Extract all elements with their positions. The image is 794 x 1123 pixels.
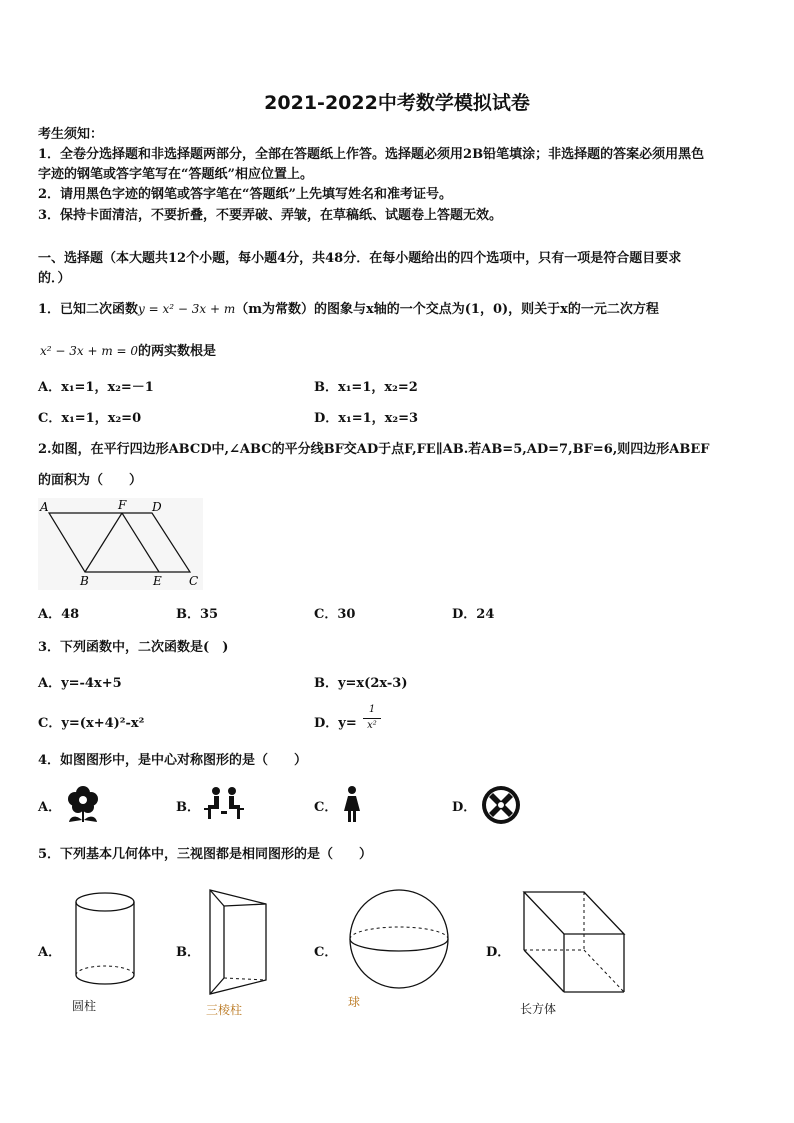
q2-stem: 2.如图，在平行四边形ABCD中,∠ABC的平分线BF交AD于点F,FE∥AB.若AB=5,AD=7,BF=6,则四边形ABEF: [38, 442, 710, 457]
label-e: E: [153, 574, 162, 588]
woman-icon[interactable]: [342, 785, 362, 823]
notice-line: 2．请用黑色字迹的钢笔或答字笔在“答题纸”上先填写姓名和准考证号。: [38, 187, 453, 202]
q5-option-b[interactable]: B．: [176, 945, 200, 960]
q1-stem-line2: [40, 340, 216, 359]
q2-option-c[interactable]: C．30: [314, 607, 356, 622]
q5-option-d[interactable]: D．: [486, 945, 511, 960]
label-c: C: [189, 574, 199, 588]
q2-parallelogram-figure: [38, 498, 203, 590]
q5-caption-cuboid: 长方体: [520, 1002, 557, 1016]
notice-line: 3．保持卡面清洁，不要折叠，不要弄破、弄皱，在草稿纸、试题卷上答题无效。: [38, 208, 503, 223]
q3-stem: 3．下列函数中，二次函数是( ): [38, 640, 229, 655]
q4-option-a[interactable]: A．: [38, 800, 62, 815]
q4-stem: 4．如图图形中，是中心对称图形的是（ ）: [38, 753, 308, 768]
page-title: 2021-2022中考数学模拟试卷: [264, 92, 530, 114]
q5-caption-prism: 三棱柱: [206, 1003, 243, 1017]
q4-option-c[interactable]: C．: [314, 800, 338, 815]
q4-option-d[interactable]: D．: [452, 800, 477, 815]
sphere-figure[interactable]: [346, 888, 452, 990]
q5-stem: 5．下列基本几何体中，三视图都是相同图形的是（ ）: [38, 847, 373, 862]
q4-option-b[interactable]: B．: [176, 800, 200, 815]
q1-option-a[interactable]: A．x₁=1，x₂=－1: [38, 380, 154, 395]
recycle-circle-icon[interactable]: [480, 784, 522, 826]
two-people-icon[interactable]: [204, 785, 244, 823]
q1-stem-c: 的两实数根是: [138, 344, 217, 359]
q3-option-d-denominator: x²: [367, 720, 377, 731]
label-b: B: [80, 574, 89, 588]
label-a: A: [40, 500, 49, 514]
triangular-prism-figure[interactable]: [206, 886, 270, 998]
label-f: F: [118, 498, 127, 512]
q3-option-a[interactable]: A．y=-4x+5: [38, 676, 122, 691]
q5-option-c[interactable]: C．: [314, 945, 338, 960]
q5-caption-sphere: 球: [348, 995, 361, 1009]
q2-option-a[interactable]: A．48: [38, 607, 80, 622]
q1-option-c[interactable]: C．x₁=1，x₂=0: [38, 411, 142, 426]
q1-option-d[interactable]: D．x₁=1，x₂=3: [314, 411, 419, 426]
cylinder-figure[interactable]: [72, 890, 138, 990]
q3-option-c[interactable]: C．y=(x+4)²-x²: [38, 716, 145, 731]
q1-stem-a: 1．已知二次函数: [38, 302, 139, 317]
fraction-bar: [363, 718, 381, 719]
q1-option-b[interactable]: B．x₁=1，x₂=2: [314, 380, 418, 395]
q3-option-d[interactable]: D．y=: [314, 716, 357, 731]
q1-stem-b: （m为常数）的图象与x轴的一个交点为(1，0)，则关于x的一元二次方程: [235, 302, 659, 317]
q2-stem-cont: 的面积为（ ）: [38, 473, 143, 488]
q3-option-d-numerator: 1: [368, 704, 376, 715]
section-heading-cont: 的．）: [38, 271, 71, 286]
q5-option-a[interactable]: A．: [38, 945, 62, 960]
q1-stem: [38, 298, 659, 317]
section-heading: 一、选择题（本大题共12个小题，每小题4分，共48分．在每小题给出的四个选项中，只有一项是符合题目要求: [38, 251, 682, 266]
notice-line: 1．全卷分选择题和非选择题两部分，全部在答题纸上作答。选择题必须用2B铅笔填涂；非选择题的答案必须用黑色: [38, 147, 705, 162]
q2-option-b[interactable]: B．35: [176, 607, 219, 622]
q2-option-d[interactable]: D．24: [452, 607, 495, 622]
notice-line: 字迹的钢笔或答字笔写在“答题纸”相应位置上。: [38, 167, 313, 182]
q1-formula: y = x² − 3x + m: [138, 302, 236, 316]
label-d: D: [152, 500, 162, 514]
q5-caption-cylinder: 圆柱: [72, 999, 97, 1013]
flower-icon[interactable]: [65, 784, 101, 824]
notice-heading: 考生须知：: [38, 127, 104, 142]
q3-option-b[interactable]: B．y=x(2x-3): [314, 676, 408, 691]
q1-equation: x² − 3x + m = 0: [40, 344, 139, 358]
cuboid-figure[interactable]: [520, 888, 630, 998]
